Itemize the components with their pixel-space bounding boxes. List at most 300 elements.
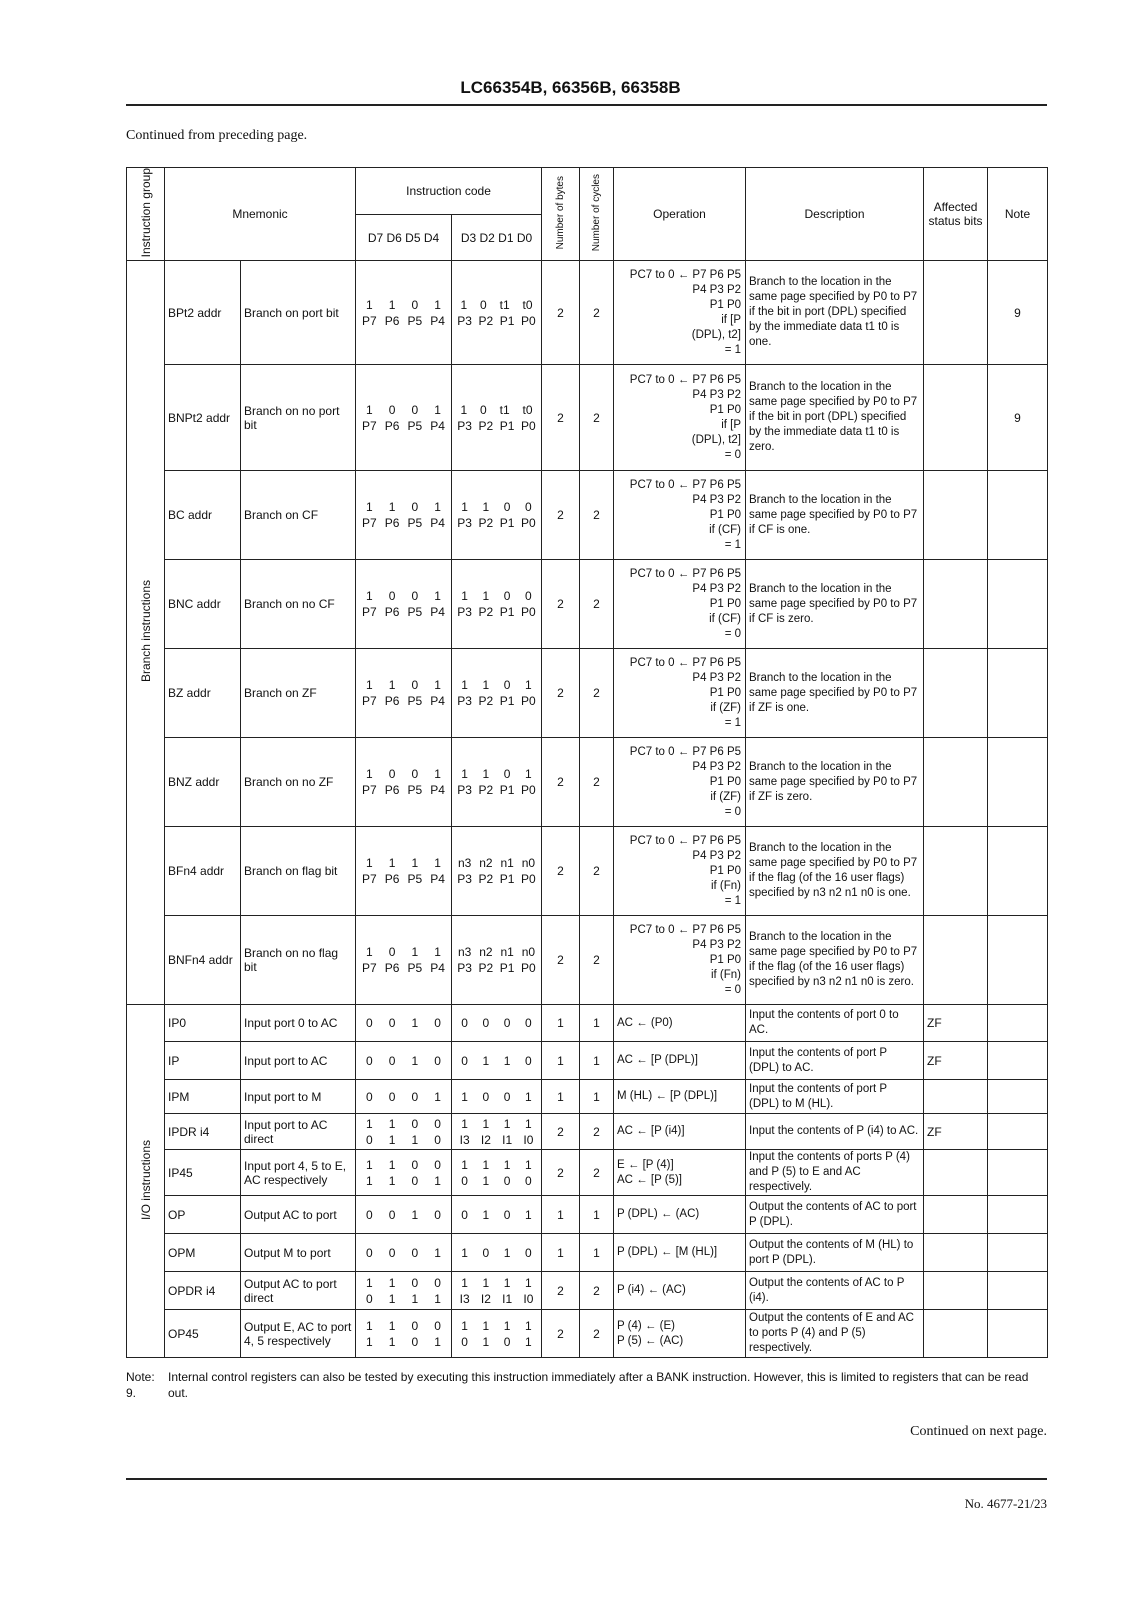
group-cell — [127, 261, 165, 1005]
header-group: Instruction group — [127, 168, 165, 261]
code-high-cell — [356, 1310, 452, 1358]
code-line — [452, 1275, 541, 1291]
code-line — [356, 855, 451, 871]
code-line — [452, 1173, 541, 1189]
mnemonic-cell: BNPt2 addr — [165, 365, 241, 471]
code-bit: t1 — [499, 402, 510, 417]
code-low-cell — [452, 1234, 542, 1272]
code-line — [452, 604, 541, 620]
mnemonic-name-cell: Branch on flag bit — [241, 827, 356, 916]
code-bit: 1 — [434, 500, 441, 515]
code-bit: 1 — [434, 945, 441, 960]
code-bit: 1 — [503, 1116, 511, 1131]
operation-line: if (CF) — [709, 612, 742, 625]
code-line — [452, 782, 541, 798]
code-bit: 1 — [525, 1157, 532, 1172]
cycles-cell: 2 — [580, 1272, 614, 1310]
header-d-low: D3 D2 D1 D0 — [452, 214, 542, 261]
bytes-cell: 2 — [542, 827, 580, 916]
code-bit: P5 — [407, 516, 423, 531]
page-title: LC66354B, 66356B, 66358B — [460, 78, 681, 97]
code-line — [356, 402, 451, 418]
cycles-cell: 1 — [580, 1234, 614, 1272]
code-bit: 0 — [461, 1207, 468, 1222]
code-bit: P4 — [430, 516, 445, 531]
code-low-cell — [452, 471, 542, 560]
code-bit: 1 — [388, 1173, 396, 1188]
operation-line: E ← [P (4)] — [617, 1158, 674, 1171]
status-cell — [924, 560, 988, 649]
code-bit: P2 — [478, 313, 494, 328]
code-bit: P6 — [384, 872, 400, 887]
status-cell — [924, 649, 988, 738]
operation-line: P4 P3 P2 — [692, 582, 742, 595]
operation-line: = 1 — [724, 894, 742, 907]
code-bit: P7 — [362, 605, 377, 620]
code-bit: 0 — [503, 1089, 511, 1104]
code-bit: 0 — [388, 1053, 396, 1068]
mnemonic-name-cell: Branch on no flag bit — [241, 916, 356, 1005]
code-bit: 0 — [411, 500, 419, 515]
code-bit: P2 — [478, 783, 494, 798]
table-row — [127, 649, 1048, 738]
code-bit: 0 — [388, 1245, 396, 1260]
operation-cell — [614, 916, 746, 1005]
continued-next-label: Continued on next page. — [910, 1424, 1047, 1439]
note-cell — [988, 827, 1048, 916]
operation-line: PC7 to 0 ← P7 P6 P5 — [629, 745, 742, 758]
code-line — [356, 1334, 451, 1350]
code-bit: 1 — [461, 1318, 468, 1333]
code-line — [356, 1053, 451, 1069]
code-bit: 1 — [411, 1053, 419, 1068]
code-bit: P7 — [362, 872, 377, 887]
code-bit: 0 — [411, 1245, 419, 1260]
operation-line: = 1 — [724, 538, 742, 551]
code-bit: 0 — [388, 1016, 396, 1031]
mnemonic-cell: BFn4 addr — [165, 827, 241, 916]
header-instruction-code: Instruction code — [356, 168, 542, 215]
operation-line: if [P — [721, 313, 742, 326]
code-bit: 0 — [411, 767, 419, 782]
bytes-cell: 2 — [542, 365, 580, 471]
operation-line: = 0 — [724, 627, 742, 640]
code-bit: P6 — [384, 694, 400, 709]
code-high-cell — [356, 1114, 452, 1150]
table-row — [127, 1005, 1048, 1042]
code-bit: P2 — [478, 961, 494, 976]
code-bit: 1 — [388, 1132, 396, 1147]
code-bit: 1 — [461, 767, 468, 782]
operation-cell — [614, 560, 746, 649]
code-line — [452, 1334, 541, 1350]
mnemonic-cell: IP0 — [165, 1005, 241, 1042]
code-bit: 1 — [434, 589, 441, 604]
code-bit: 1 — [434, 1173, 441, 1188]
code-bit: 0 — [461, 1334, 468, 1349]
code-bit: n2 — [479, 945, 493, 960]
header-d-high: D7 D6 D5 D4 — [356, 214, 452, 261]
code-bit: 1 — [411, 1291, 419, 1306]
code-line — [356, 1275, 451, 1291]
status-cell — [924, 1080, 988, 1114]
operation-cell — [614, 649, 746, 738]
mnemonic-cell: OPM — [165, 1234, 241, 1272]
code-bit: 0 — [525, 1173, 532, 1188]
code-line — [356, 766, 451, 782]
code-bit: I0 — [523, 1132, 534, 1147]
code-bit: 1 — [411, 1207, 419, 1222]
code-bit: P6 — [384, 418, 400, 433]
mnemonic-name-cell: Branch on port bit — [241, 261, 356, 365]
operation-line: if (ZF) — [710, 701, 742, 714]
code-bit: P1 — [499, 516, 515, 531]
code-bit: 1 — [460, 297, 468, 312]
code-bit: 0 — [411, 678, 419, 693]
mnemonic-cell: IPM — [165, 1080, 241, 1114]
table-row — [127, 471, 1048, 560]
operation-line: PC7 to 0 ← P7 P6 P5 — [629, 656, 742, 669]
code-bit: 1 — [482, 1334, 490, 1349]
cycles-cell: 2 — [580, 827, 614, 916]
code-bit: 1 — [434, 767, 441, 782]
page-number: No. 4677-21/23 — [964, 1496, 1047, 1511]
instruction-table — [126, 167, 1048, 1358]
operation-cell — [614, 471, 746, 560]
code-bit: 1 — [503, 1318, 511, 1333]
cycles-cell: 2 — [580, 916, 614, 1005]
code-bit: 1 — [461, 1275, 468, 1290]
bytes-cell: 2 — [542, 1150, 580, 1196]
code-high-cell — [356, 649, 452, 738]
code-bit: 1 — [434, 1089, 441, 1104]
code-bit: P6 — [384, 605, 400, 620]
operation-cell — [614, 1042, 746, 1080]
code-line — [452, 1015, 541, 1031]
bytes-cell: 2 — [542, 1114, 580, 1150]
code-low-cell — [452, 1005, 542, 1042]
operation-line: P4 P3 P2 — [692, 493, 742, 506]
code-bit: P3 — [457, 313, 472, 328]
code-bit: P4 — [430, 872, 445, 887]
operation-cell — [614, 1272, 746, 1310]
code-bit: 0 — [388, 402, 396, 417]
code-line — [356, 297, 451, 313]
operation-line: P1 P0 — [709, 953, 742, 966]
code-bit: 0 — [411, 589, 419, 604]
operation-line: = 0 — [724, 983, 742, 996]
code-bit: I1 — [502, 1291, 513, 1306]
operation-line: P1 P0 — [709, 775, 742, 788]
code-bit: 1 — [503, 1275, 511, 1290]
operation-line: P4 P3 P2 — [692, 849, 742, 862]
code-line — [452, 402, 541, 418]
code-line — [356, 944, 451, 960]
operation-line: if [P — [721, 418, 742, 431]
code-bit: 1 — [366, 1318, 373, 1333]
header-operation: Operation — [614, 168, 746, 261]
code-bit: 1 — [482, 1275, 490, 1290]
code-bit: 1 — [366, 767, 373, 782]
code-bit: P5 — [407, 694, 423, 709]
bytes-cell: 2 — [542, 738, 580, 827]
bytes-cell: 2 — [542, 1310, 580, 1358]
code-high-cell — [356, 365, 452, 471]
bytes-cell: 2 — [542, 1272, 580, 1310]
description-cell: Branch to the location in the same page specified by P0 to P7 if ZF is one. — [746, 649, 924, 738]
cycles-cell: 1 — [580, 1005, 614, 1042]
mnemonic-name-cell: Input port to M — [241, 1080, 356, 1114]
code-bit: P0 — [521, 783, 536, 798]
status-cell: ZF — [924, 1005, 988, 1042]
code-bit: 1 — [461, 678, 468, 693]
code-bit: 1 — [411, 856, 419, 871]
note-cell: 9 — [988, 365, 1048, 471]
code-bit: 0 — [503, 678, 511, 693]
code-bit: 0 — [503, 589, 511, 604]
code-high-cell — [356, 471, 452, 560]
code-low-cell — [452, 261, 542, 365]
cycles-cell: 1 — [580, 1196, 614, 1234]
mnemonic-name-cell: Input port 0 to AC — [241, 1005, 356, 1042]
code-low-cell — [452, 1196, 542, 1234]
code-high-cell — [356, 1005, 452, 1042]
code-bit: 0 — [434, 1157, 441, 1172]
code-bit: P0 — [521, 961, 536, 976]
code-line — [356, 604, 451, 620]
code-line — [356, 782, 451, 798]
code-bit: 1 — [366, 1157, 373, 1172]
code-bit: 0 — [434, 1016, 441, 1031]
code-low-cell — [452, 738, 542, 827]
operation-line: PC7 to 0 ← P7 P6 P5 — [629, 268, 742, 281]
code-bit: P3 — [457, 961, 472, 976]
mnemonic-cell: BNC addr — [165, 560, 241, 649]
code-bit: 1 — [460, 402, 468, 417]
mnemonic-name-cell: Output M to port — [241, 1234, 356, 1272]
operation-line: P (4) ← (E) — [617, 1319, 675, 1332]
code-line — [452, 1291, 541, 1307]
code-high-cell — [356, 1234, 452, 1272]
description-cell: Branch to the location in the same page specified by P0 to P7 if the bit in port (DPL) specified by the immediate data t1 t0 is one. — [746, 261, 924, 365]
mnemonic-cell: BZ addr — [165, 649, 241, 738]
operation-line: (DPL), t2] — [691, 433, 742, 446]
code-bit: 1 — [411, 1132, 419, 1147]
table-row — [127, 1080, 1048, 1114]
mnemonic-cell: OP45 — [165, 1310, 241, 1358]
operation-line: if (CF) — [709, 523, 742, 536]
code-bit: t0 — [522, 402, 533, 417]
header-description: Description — [746, 168, 924, 261]
code-bit: 1 — [503, 1157, 511, 1172]
code-low-cell — [452, 1310, 542, 1358]
status-cell — [924, 471, 988, 560]
code-bit: 1 — [366, 856, 373, 871]
code-bit: P4 — [430, 313, 445, 328]
code-bit: P1 — [499, 961, 515, 976]
bytes-cell: 1 — [542, 1234, 580, 1272]
code-bit: 1 — [525, 1116, 532, 1131]
code-bit: P7 — [362, 783, 377, 798]
bytes-cell: 1 — [542, 1042, 580, 1080]
operation-line: PC7 to 0 ← P7 P6 P5 — [629, 478, 742, 491]
note-cell — [988, 649, 1048, 738]
operation-line: if (Fn) — [710, 879, 742, 892]
code-bit: P0 — [521, 694, 536, 709]
operation-line: P4 P3 P2 — [692, 938, 742, 951]
code-bit: 0 — [366, 1053, 373, 1068]
code-bit: P7 — [362, 418, 377, 433]
code-line — [356, 515, 451, 531]
description-cell: Output the contents of AC to port P (DPL). — [746, 1196, 924, 1234]
code-bit: 1 — [366, 1173, 373, 1188]
cycles-cell: 2 — [580, 365, 614, 471]
status-cell — [924, 1272, 988, 1310]
code-bit: 0 — [411, 1318, 419, 1333]
bytes-cell: 1 — [542, 1080, 580, 1114]
code-bit: 1 — [525, 1334, 532, 1349]
code-bit: P1 — [499, 605, 515, 620]
code-bit: 1 — [434, 1291, 441, 1306]
code-bit: P3 — [457, 872, 472, 887]
code-bit: 1 — [525, 767, 532, 782]
mnemonic-cell: IPDR i4 — [165, 1114, 241, 1150]
code-line — [356, 418, 451, 434]
bytes-cell: 1 — [542, 1196, 580, 1234]
description-cell: Output the contents of E and AC to ports P (4) and P (5) respectively. — [746, 1310, 924, 1358]
code-bit: I0 — [523, 1291, 534, 1306]
code-bit: 1 — [434, 1334, 441, 1349]
code-bit: 0 — [388, 767, 396, 782]
table-row — [127, 560, 1048, 649]
code-line — [356, 960, 451, 976]
note-cell — [988, 1042, 1048, 1080]
code-line — [452, 418, 541, 434]
code-bit: 0 — [366, 1291, 373, 1306]
code-bit: 1 — [525, 1275, 532, 1290]
code-bit: 1 — [388, 1318, 396, 1333]
code-bit: 1 — [434, 678, 441, 693]
code-bit: 1 — [366, 945, 373, 960]
description-cell: Input the contents of port P (DPL) to AC. — [746, 1042, 924, 1080]
code-line — [356, 588, 451, 604]
status-cell — [924, 916, 988, 1005]
code-bit: P7 — [362, 313, 377, 328]
mnemonic-cell: IP45 — [165, 1150, 241, 1196]
code-bit: 1 — [388, 856, 396, 871]
mnemonic-name-cell: Output AC to port — [241, 1196, 356, 1234]
code-bit: 1 — [366, 1275, 373, 1290]
code-low-cell — [452, 827, 542, 916]
footer-rule — [126, 1478, 1047, 1480]
mnemonic-name-cell: Output AC to port direct — [241, 1272, 356, 1310]
table-row — [127, 916, 1048, 1005]
mnemonic-name-cell: Output E, AC to port 4, 5 respectively — [241, 1310, 356, 1358]
mnemonic-name-cell: Input port to AC — [241, 1042, 356, 1080]
code-bit: 1 — [482, 1157, 490, 1172]
code-bit: 0 — [482, 1016, 490, 1031]
code-bit: P5 — [407, 605, 423, 620]
code-bit: 0 — [411, 1157, 419, 1172]
group-label: Branch instructions — [138, 580, 153, 683]
operation-line: P1 P0 — [709, 508, 742, 521]
group-cell — [127, 1005, 165, 1358]
code-bit: P2 — [478, 694, 494, 709]
code-bit: 1 — [388, 1116, 396, 1131]
cycles-cell: 2 — [580, 1310, 614, 1358]
footnote-label: Note: 9. — [126, 1370, 155, 1400]
table-row — [127, 1042, 1048, 1080]
code-bit: I2 — [480, 1291, 491, 1306]
code-bit: P5 — [407, 418, 423, 433]
code-bit: P1 — [499, 783, 515, 798]
code-bit: P1 — [499, 872, 515, 887]
code-bit: 0 — [434, 1207, 441, 1222]
note-cell: 9 — [988, 261, 1048, 365]
operation-line: if (Fn) — [710, 968, 742, 981]
status-cell — [924, 1150, 988, 1196]
code-line — [356, 677, 451, 693]
footnote-text: Internal control registers can also be tested by executing this instruction immediately after a BANK instruction. However, this is limited to registers that can be read out. — [168, 1370, 1029, 1400]
code-line — [452, 855, 541, 871]
code-line — [452, 1157, 541, 1173]
note-cell — [988, 1310, 1048, 1358]
code-bit: P6 — [384, 516, 400, 531]
code-bit: 0 — [525, 1016, 532, 1031]
code-line — [452, 499, 541, 515]
code-bit: 0 — [411, 1334, 419, 1349]
code-line — [452, 677, 541, 693]
code-high-cell — [356, 1080, 452, 1114]
operation-line: P (DPL) ← (AC) — [617, 1208, 700, 1221]
note-cell — [988, 560, 1048, 649]
operation-line: (DPL), t2] — [691, 328, 742, 341]
code-bit: 0 — [388, 589, 396, 604]
header-status: Affected status bits — [924, 168, 988, 261]
description-cell: Input the contents of port 0 to AC. — [746, 1005, 924, 1042]
operation-line: P1 P0 — [709, 864, 742, 877]
note-cell — [988, 1005, 1048, 1042]
code-bit: n0 — [521, 856, 536, 871]
code-low-cell — [452, 1272, 542, 1310]
continued-from-label: Continued from preceding page. — [126, 128, 308, 143]
operation-cell — [614, 365, 746, 471]
code-bit: 0 — [503, 1207, 511, 1222]
code-bit: P7 — [362, 516, 377, 531]
code-bit: P5 — [407, 872, 423, 887]
code-bit: 0 — [461, 1053, 468, 1068]
code-bit: t0 — [522, 297, 533, 312]
table-row — [127, 1272, 1048, 1310]
note-cell — [988, 1114, 1048, 1150]
header-rule — [126, 104, 1047, 106]
code-bit: 1 — [388, 1291, 396, 1306]
operation-line: PC7 to 0 ← P7 P6 P5 — [629, 923, 742, 936]
table-row — [127, 1150, 1048, 1196]
description-cell: Branch to the location in the same page specified by P0 to P7 if CF is zero. — [746, 560, 924, 649]
description-cell: Input the contents of ports P (4) and P (5) to E and AC respectively. — [746, 1150, 924, 1196]
code-bit: 1 — [461, 1116, 468, 1131]
status-cell — [924, 1196, 988, 1234]
code-bit: n0 — [521, 945, 536, 960]
code-bit: P0 — [521, 516, 536, 531]
code-bit: 1 — [434, 297, 441, 312]
code-bit: 0 — [388, 1089, 396, 1104]
operation-cell — [614, 1150, 746, 1196]
code-bit: P7 — [362, 694, 377, 709]
code-bit: 0 — [434, 1053, 441, 1068]
code-line — [356, 1132, 451, 1148]
